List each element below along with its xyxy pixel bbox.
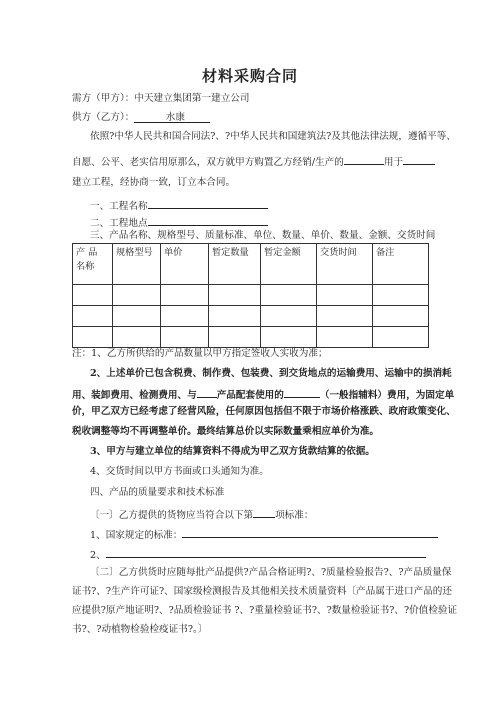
note-4: 4、交货时间以甲方书面或口头通知为准。	[90, 466, 269, 477]
table-cell	[373, 285, 429, 306]
table-cell	[317, 306, 373, 327]
table-cell	[209, 285, 261, 306]
preamble-line-2-tail: 用于	[383, 157, 404, 168]
table-cell	[113, 306, 161, 327]
table-cell	[161, 306, 209, 327]
section-project-name	[90, 197, 268, 214]
table-cell	[161, 285, 209, 306]
standard-1-blank	[182, 526, 438, 538]
note-2-line-2	[72, 386, 454, 403]
preamble-line-3: 建立工程，经协商一致，订立本合同。	[72, 177, 236, 188]
quality-clause-1-a: 〔一〕乙方提供的货物应当符合以下第	[90, 510, 254, 521]
table-header-cell: 单价	[161, 244, 209, 285]
section-project-name-label: 一、工程名称	[90, 201, 148, 212]
table-cell	[113, 285, 161, 306]
table-header-cell: 规格型号	[113, 244, 161, 285]
table-header-cell: 暂定金额	[261, 244, 317, 285]
table-cell	[317, 285, 373, 306]
standard-2	[90, 546, 426, 563]
preamble-line-1: 依照?中华人民共和国合同法?、?中华人民共和国建筑法?及其他法律法规，遵循平等、	[90, 131, 456, 142]
table-row	[73, 327, 429, 348]
table-cell	[261, 285, 317, 306]
standard-2-blank	[106, 546, 426, 558]
table-cell	[317, 327, 373, 348]
table-header-cell: 交货时间	[317, 244, 373, 285]
project-name-blank	[148, 197, 268, 209]
buyer-name: 中天建立集团第一建立公司	[134, 93, 250, 104]
table-cell	[73, 285, 113, 306]
accessory-blank	[284, 386, 320, 398]
quality-clause-2-line-4: 书?、?动植物检验检疫证书?。〕	[72, 624, 208, 635]
table-header-cell: 暂定数量	[209, 244, 261, 285]
table-cell	[373, 306, 429, 327]
section-project-site-label: 二、工程地点	[90, 218, 148, 229]
note-2-line-2-c: （一般指辅料）费用，为固定单	[319, 390, 455, 401]
standard-1	[90, 526, 438, 543]
table-cell	[73, 327, 113, 348]
table-cell	[73, 306, 113, 327]
project-site-blank	[148, 214, 268, 226]
standard-number-blank	[253, 506, 275, 518]
contract-title: 材料采购合同	[201, 67, 298, 85]
table-cell	[209, 306, 261, 327]
table-header-row	[73, 244, 429, 285]
note-2-line-4: 税收调整等均不再调整单价。最终结算总价以实际数量乘相应单价为准。	[72, 426, 379, 437]
preamble-line-2-text: 自愿、公平、老实信用原那么，双方就甲方购置乙方经销/生产的	[72, 157, 344, 168]
buyer-label: 需方（甲方）：	[72, 93, 135, 104]
product-blank-2	[197, 386, 217, 398]
product-blank	[344, 153, 384, 165]
table-header-cell: 产 品 名称	[73, 244, 113, 285]
table-cell	[113, 327, 161, 348]
note-2-line-2-a: 用、装卸费用、检测费用、与	[72, 390, 197, 401]
section-product-spec: 三、产品名称、规格型号、质量标准、单位、数量、单价、数量、金额、交货时间	[90, 230, 436, 241]
quality-clause-1	[90, 506, 313, 523]
note-3: 3、甲方与建立单位的结算资料不得成为甲乙双方货款结算的依据。	[90, 446, 375, 457]
project-blank	[403, 153, 435, 165]
table-row	[73, 306, 429, 327]
note-2-line-1: 2、上述单价已包含税费、制作费、包装费、到交货地点的运输费用、运输中的损消耗	[90, 368, 452, 379]
seller-label: 供方（乙方）：	[72, 112, 135, 123]
table-cell	[373, 327, 429, 348]
table-row	[73, 285, 429, 306]
seller-line	[72, 111, 210, 125]
table-cell	[261, 327, 317, 348]
preamble-line-2	[72, 153, 435, 170]
product-table	[72, 243, 429, 348]
note-2-line-2-b: 产品配套使用的	[216, 390, 284, 401]
quality-clause-1-b: 项标准：	[275, 510, 314, 521]
table-cell	[209, 327, 261, 348]
table-cell	[261, 306, 317, 327]
note-2-line-3: 价，甲乙双方已经考虑了经营风险，任何原因包括但不限于市场价格涨跌、政府政策变化、	[72, 406, 456, 417]
seller-name: 水康	[134, 111, 210, 123]
quality-clause-2-line-3: 应提供?原产地证明?、?品质检验证书 ?、?重量检验证书?、?数量检验证书?、?价值检验证	[72, 605, 458, 616]
buyer-line	[72, 92, 249, 106]
section-quality: 四、产品的质量要求和技术标准	[90, 487, 225, 498]
standard-2-label: 2、	[90, 550, 106, 561]
table-cell	[161, 327, 209, 348]
table-header-cell: 备注	[373, 244, 429, 285]
quality-clause-2-line-2: 证书?、?生产许可证?、国家级检测报告及其他相关技术质量资料〔产品属于进口产品的还	[72, 586, 452, 597]
standard-1-label: 1、国家规定的标准：	[90, 530, 183, 541]
quality-clause-2-line-1: 〔二〕乙方供货时应随每批产品提供?产品合格证明?、?质量检验报告?、?产品质量保	[90, 567, 452, 578]
note-1: 注：1、乙方所供给的产品数量以甲方指定签收人实收为准；	[72, 348, 328, 359]
